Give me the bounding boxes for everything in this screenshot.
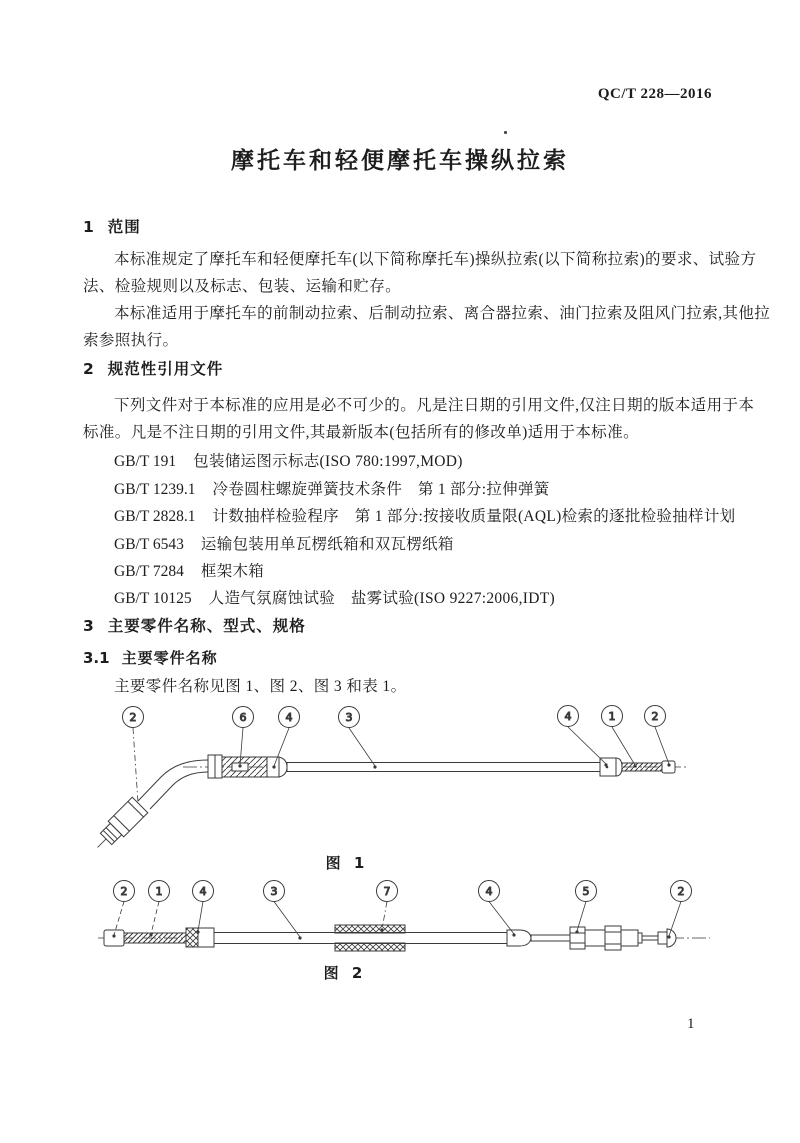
callout-balloon [602,706,623,727]
standard-number: QC/T 228—2016 [597,86,712,102]
section-2-title: 规范性引用文件 [107,360,224,378]
inner-cable [124,933,186,943]
cable-adjuster [222,757,267,777]
right-ferrule [507,930,531,946]
reference-title: 包装储运图示标志(ISO 780:1997,MOD) [193,453,463,470]
reference-code: GB/T 6543 [114,536,184,553]
paragraph-line: 下列文件对于本标准的应用是必不可少的。凡是注日期的引用文件,仅注日期的版本适用于本 [114,397,755,414]
reference-item [114,586,555,608]
svg-text:6: 6 [239,711,247,724]
svg-text:4: 4 [285,711,293,724]
section-1-number: 1 [83,218,94,236]
svg-text:1: 1 [608,710,616,723]
paragraph-line: 主要零件名称见图 1、图 2、图 3 和表 1。 [114,678,407,695]
page-number: 1 [687,1016,695,1032]
section-3-1-number: 3.1 [83,649,110,667]
svg-text:2: 2 [120,885,128,898]
reference-code: GB/T 2828.1 [114,508,196,525]
right-ferrule [600,758,622,776]
reference-title: 运输包装用单瓦楞纸箱和双瓦楞纸箱 [200,536,454,553]
figure-2-caption: 图 2 [323,964,367,982]
svg-text:5: 5 [582,885,590,898]
svg-text:3: 3 [270,885,278,898]
callout-balloon [193,881,214,902]
inner-cable [622,763,662,771]
svg-text:2: 2 [677,885,685,898]
svg-text:4: 4 [199,885,207,898]
callout-balloon [645,706,666,727]
cable-run [531,935,570,941]
end-nipple [658,929,676,947]
callout-balloon [279,707,300,728]
svg-text:3: 3 [345,711,353,724]
reference-item [114,532,454,554]
svg-text:1: 1 [155,885,163,898]
callout-balloon [558,706,579,727]
end-nipple [104,930,124,946]
bent-casing-elbow [138,760,208,809]
section-3-heading [83,614,306,636]
callout-balloon [233,707,254,728]
svg-text:2: 2 [129,711,137,724]
paragraph-line: 索参照执行。 [83,332,179,349]
reference-title: 人造气氛腐蚀试验 盐雾试验(ISO 9227:2006,IDT) [208,590,555,607]
reference-code: GB/T 191 [114,453,177,470]
outer-casing [287,763,600,772]
svg-text:2: 2 [651,710,659,723]
document-title: 摩托车和轻便摩托车操纵拉索 [231,148,569,174]
reference-title: 计数抽样检验程序 第 1 部分:按接收质量限(AQL)检索的逐批检验抽样计划 [212,508,736,525]
section-3-title: 主要零件名称、型式、规格 [107,617,306,635]
callout-balloon [671,881,692,902]
callout-balloons [114,881,692,902]
elbow-end-fitting [90,797,148,853]
cable-run [642,936,658,940]
section-3-number: 3 [83,617,94,635]
callout-balloon [576,881,597,902]
paragraph-line: 法、检验规则以及标志、包装、运输和贮存。 [83,278,402,295]
section-3-1-title: 主要零件名称 [121,649,218,667]
adjuster-barrel [267,757,287,777]
section-1-title: 范围 [107,218,141,236]
paragraph-line: 本标准适用于摩托车的前制动拉索、后制动拉索、离合器拉索、油门拉索及阻风门拉索,其他拉 [114,305,771,322]
section-2-heading [83,357,223,379]
svg-text:7: 7 [383,885,391,898]
callout-balloon [339,707,360,728]
left-ferrule [186,928,214,947]
callout-balloon [123,707,144,728]
callout-balloon [264,881,285,902]
callout-balloons [123,706,666,728]
section-3-1-heading [83,647,218,668]
svg-text:4: 4 [485,885,493,898]
reference-item [114,504,735,526]
section-1-heading [83,215,141,237]
reference-code: GB/T 1239.1 [114,481,196,498]
reference-item [114,559,264,581]
reference-code: GB/T 7284 [114,563,184,580]
callout-balloon [149,881,170,902]
figure-1-drawing [88,703,712,853]
paragraph-line: 标准。凡是不注日期的引用文件,其最新版本(包括所有的修改单)适用于本标准。 [83,424,640,441]
reference-item [114,477,550,499]
callout-balloon [114,881,135,902]
callout-balloon [377,881,398,902]
reference-title: 框架木箱 [200,563,265,580]
adjuster-assembly [570,926,642,950]
svg-text:4: 4 [564,710,572,723]
paragraph-line: 本标准规定了摩托车和轻便摩托车(以下简称摩托车)操纵拉索(以下简称拉索)的要求、试验方 [114,251,757,268]
callout-balloon [479,881,500,902]
figure-2-drawing [88,878,718,958]
scan-speck [504,131,507,134]
figure-1-caption: 图 1 [325,854,369,872]
section-2-number: 2 [83,360,94,378]
reference-code: GB/T 10125 [114,590,192,607]
outer-casing [214,933,507,944]
reference-title: 冷卷圆柱螺旋弹簧技术条件 第 1 部分:拉伸弹簧 [212,481,550,498]
reference-item [114,449,463,471]
